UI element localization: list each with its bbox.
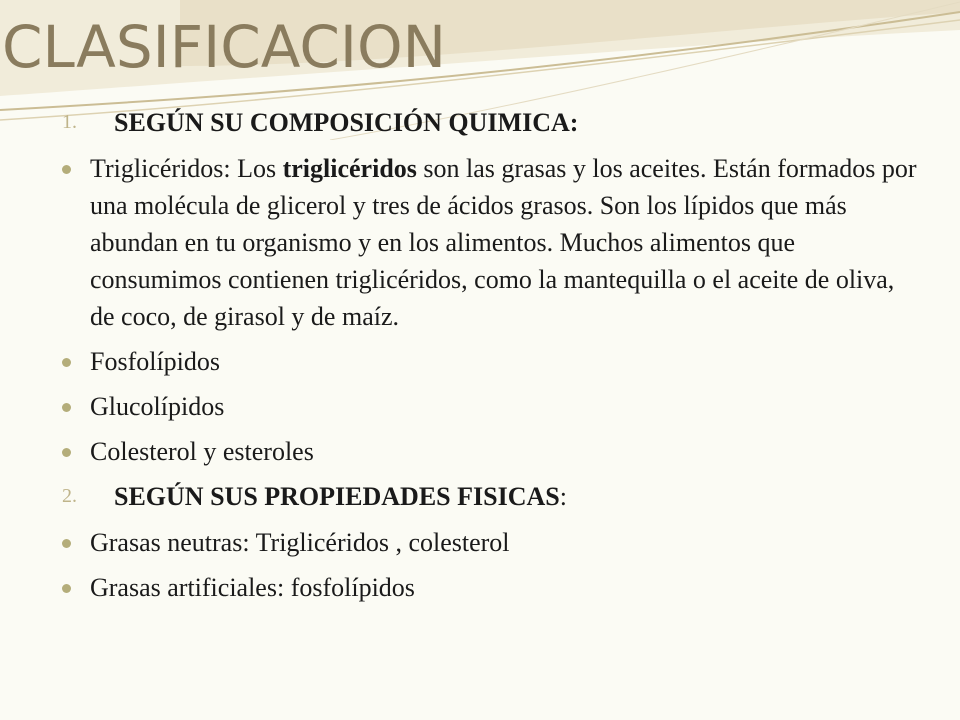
- section-number: 1.: [62, 111, 77, 133]
- list-item-text: Glucolípidos: [90, 392, 225, 421]
- list-item-text: Colesterol y esteroles: [90, 437, 314, 466]
- section-heading-propiedades: [62, 478, 922, 515]
- bullet-icon: [62, 165, 71, 174]
- list-item-trigliceridos: [62, 150, 922, 335]
- list-item-bold-term: triglicéridos: [282, 154, 417, 183]
- list-item-suffix: son las grasas y los aceites. Están formados por una molécula de glicerol y tres de ácidos grasos. Son los lípidos que más abundan en tu organismo y en los alimentos. Muchos alimentos que consumimos contienen triglicéridos, como la mantequilla o el aceite de oliva, de coco, de girasol y de maíz.: [90, 154, 917, 331]
- list-item-colesterol: [62, 433, 922, 470]
- bullet-icon: [62, 539, 71, 548]
- list-item-grasas-neutras: [62, 524, 922, 561]
- list-item-text: Grasas neutras: Triglicéridos , colesterol: [90, 528, 510, 557]
- bullet-icon: [62, 448, 71, 457]
- section-heading-composicion: [62, 104, 922, 141]
- bullet-icon: [62, 358, 71, 367]
- bullet-icon: [62, 403, 71, 412]
- section-heading-colon: :: [559, 482, 567, 511]
- list-item-glucolipidos: [62, 388, 922, 425]
- list-item-text: Fosfolípidos: [90, 347, 221, 376]
- list-item-text: Grasas artificiales: fosfolípidos: [90, 573, 415, 602]
- section-heading-text: SEGÚN SU COMPOSICIÓN QUIMICA:: [114, 108, 579, 137]
- list-item-grasas-artificiales: [62, 569, 922, 606]
- list-item-prefix: Triglicéridos: Los: [90, 154, 283, 183]
- section-number: 2.: [62, 485, 77, 507]
- slide-title: CLASIFICACION: [2, 13, 447, 81]
- section-heading-text: SEGÚN SUS PROPIEDADES FISICAS: [114, 482, 560, 511]
- slide-content: [62, 104, 922, 614]
- bullet-icon: [62, 584, 71, 593]
- list-item-fosfolipidos: [62, 343, 922, 380]
